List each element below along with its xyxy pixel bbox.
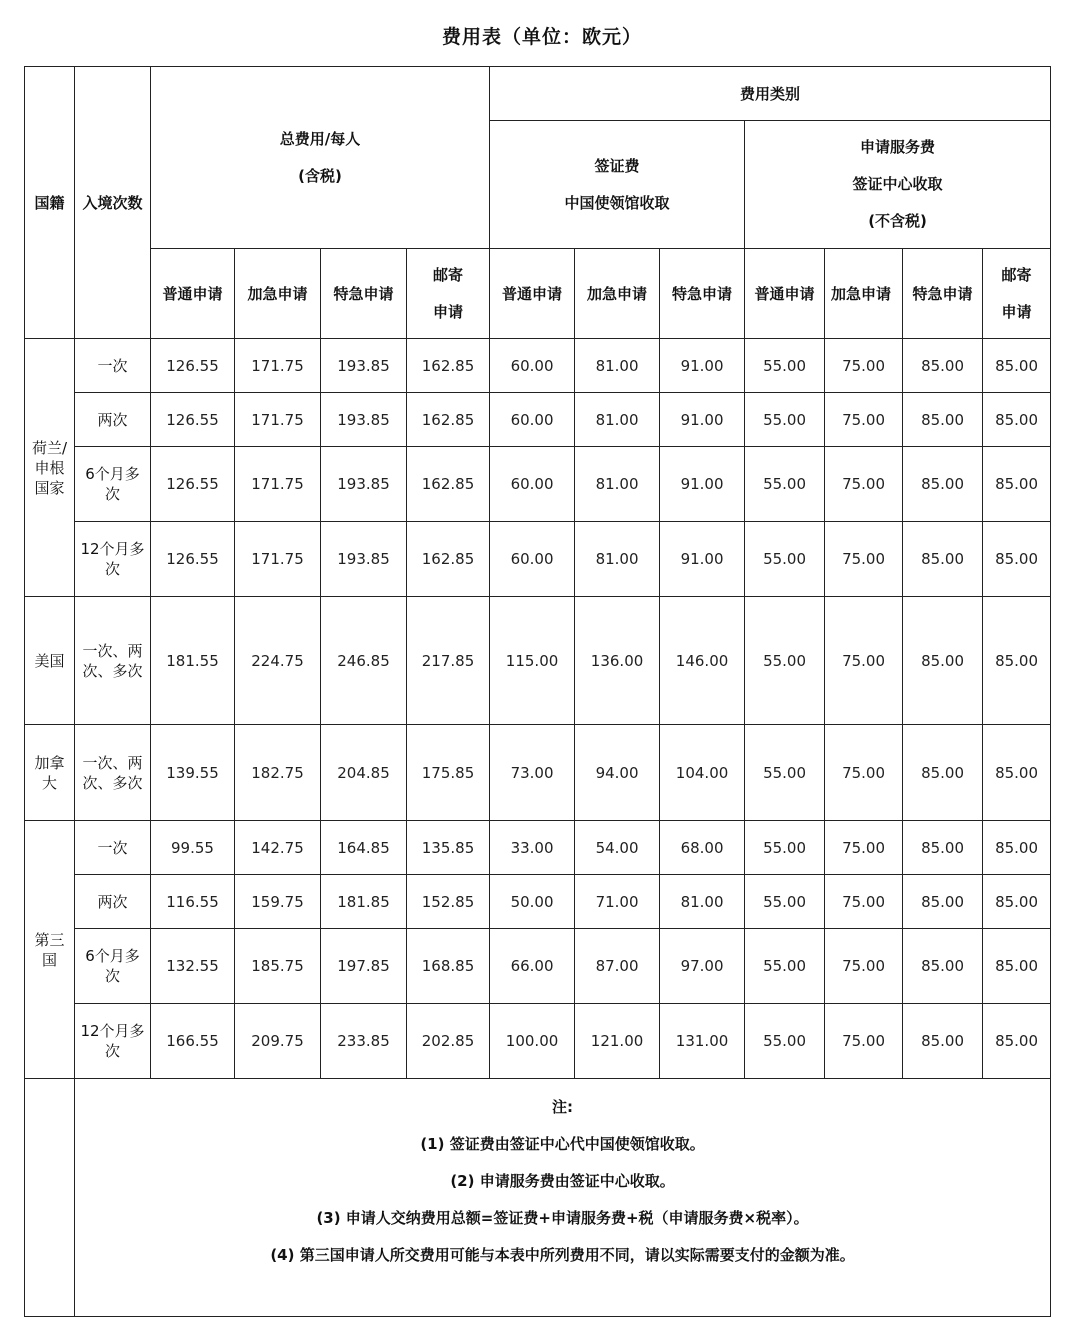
fee-value-cell: 75.00 bbox=[825, 725, 903, 821]
header-entries: 入境次数 bbox=[75, 67, 151, 339]
fee-value-cell: 171.75 bbox=[235, 393, 321, 447]
table-row bbox=[25, 597, 1051, 725]
table-row bbox=[25, 447, 1051, 522]
fee-value-cell: 204.85 bbox=[321, 725, 407, 821]
fee-value-cell: 152.85 bbox=[407, 875, 490, 929]
header-visa-fee-line2: 中国使领馆收取 bbox=[564, 193, 670, 212]
entries-cell: 两次 bbox=[75, 875, 151, 929]
header-total-fee bbox=[151, 67, 490, 249]
fee-value-cell: 68.00 bbox=[660, 821, 745, 875]
fee-value-cell: 85.00 bbox=[903, 339, 983, 393]
fee-value-cell: 116.55 bbox=[151, 875, 235, 929]
fee-value-cell: 81.00 bbox=[575, 447, 660, 522]
fee-value-cell: 85.00 bbox=[983, 929, 1051, 1004]
fee-value-cell: 71.00 bbox=[575, 875, 660, 929]
fee-value-cell: 55.00 bbox=[745, 522, 825, 597]
fee-value-cell: 81.00 bbox=[575, 522, 660, 597]
fee-value-cell: 171.75 bbox=[235, 339, 321, 393]
notes bbox=[75, 1079, 1051, 1317]
fee-value-cell: 136.00 bbox=[575, 597, 660, 725]
fee-value-cell: 181.85 bbox=[321, 875, 407, 929]
fee-value-cell: 81.00 bbox=[660, 875, 745, 929]
entries-cell: 一次、两次、多次 bbox=[75, 597, 151, 725]
header-service-regular: 普通申请 bbox=[745, 249, 825, 339]
fee-value-cell: 81.00 bbox=[575, 339, 660, 393]
header-service-postal bbox=[983, 249, 1051, 339]
fee-value-cell: 162.85 bbox=[407, 522, 490, 597]
fee-value-cell: 185.75 bbox=[235, 929, 321, 1004]
fee-value-cell: 73.00 bbox=[490, 725, 575, 821]
fee-value-cell: 85.00 bbox=[983, 522, 1051, 597]
fee-value-cell: 75.00 bbox=[825, 393, 903, 447]
fee-value-cell: 94.00 bbox=[575, 725, 660, 821]
fee-value-cell: 193.85 bbox=[321, 447, 407, 522]
table-row bbox=[25, 725, 1051, 821]
fee-value-cell: 85.00 bbox=[983, 821, 1051, 875]
fee-value-cell: 85.00 bbox=[903, 875, 983, 929]
fee-value-cell: 171.75 bbox=[235, 447, 321, 522]
header-service-postal-line1: 邮寄 bbox=[1001, 265, 1032, 284]
fee-value-cell: 55.00 bbox=[745, 821, 825, 875]
fee-value-cell: 100.00 bbox=[490, 1004, 575, 1079]
fee-value-cell: 33.00 bbox=[490, 821, 575, 875]
fee-value-cell: 131.00 bbox=[660, 1004, 745, 1079]
fee-value-cell: 181.55 bbox=[151, 597, 235, 725]
fee-value-cell: 81.00 bbox=[575, 393, 660, 447]
fee-value-cell: 91.00 bbox=[660, 522, 745, 597]
fee-value-cell: 126.55 bbox=[151, 522, 235, 597]
fee-value-cell: 209.75 bbox=[235, 1004, 321, 1079]
fee-value-cell: 202.85 bbox=[407, 1004, 490, 1079]
fee-value-cell: 85.00 bbox=[983, 597, 1051, 725]
fee-value-cell: 75.00 bbox=[825, 339, 903, 393]
header-service-fee-line1: 申请服务费 bbox=[860, 138, 936, 156]
fee-value-cell: 168.85 bbox=[407, 929, 490, 1004]
entries-cell: 12个月多次 bbox=[75, 522, 151, 597]
fee-value-cell: 85.00 bbox=[903, 725, 983, 821]
fee-value-cell: 55.00 bbox=[745, 597, 825, 725]
note-item: (4) 第三国申请人所交费用可能与本表中所列费用不同，请以实际需要支付的金额为准。 bbox=[270, 1246, 855, 1264]
fee-value-cell: 146.00 bbox=[660, 597, 745, 725]
fee-value-cell: 99.55 bbox=[151, 821, 235, 875]
header-total-express: 加急申请 bbox=[235, 249, 321, 339]
entries-cell: 6个月多次 bbox=[75, 447, 151, 522]
fee-value-cell: 162.85 bbox=[407, 339, 490, 393]
page-title: 费用表（单位：欧元） bbox=[441, 26, 642, 48]
table-row bbox=[25, 875, 1051, 929]
header-service-express: 加急申请 bbox=[825, 249, 903, 339]
fee-value-cell: 50.00 bbox=[490, 875, 575, 929]
fee-value-cell: 60.00 bbox=[490, 522, 575, 597]
table-row bbox=[25, 339, 1051, 393]
fee-value-cell: 60.00 bbox=[490, 447, 575, 522]
fee-value-cell: 91.00 bbox=[660, 393, 745, 447]
header-total-postal-line2: 申请 bbox=[433, 302, 464, 321]
fee-value-cell: 121.00 bbox=[575, 1004, 660, 1079]
fee-value-cell: 75.00 bbox=[825, 1004, 903, 1079]
fee-value-cell: 115.00 bbox=[490, 597, 575, 725]
fee-value-cell: 126.55 bbox=[151, 339, 235, 393]
fee-value-cell: 159.75 bbox=[235, 875, 321, 929]
fee-value-cell: 85.00 bbox=[903, 597, 983, 725]
fee-value-cell: 193.85 bbox=[321, 393, 407, 447]
fee-value-cell: 104.00 bbox=[660, 725, 745, 821]
header-total-fee-line2: (含税) bbox=[298, 166, 342, 185]
fee-value-cell: 197.85 bbox=[321, 929, 407, 1004]
fee-value-cell: 75.00 bbox=[825, 875, 903, 929]
fee-value-cell: 217.85 bbox=[407, 597, 490, 725]
fee-table bbox=[24, 66, 1051, 1317]
fee-value-cell: 139.55 bbox=[151, 725, 235, 821]
entries-cell: 6个月多次 bbox=[75, 929, 151, 1004]
fee-value-cell: 55.00 bbox=[745, 339, 825, 393]
entries-cell: 两次 bbox=[75, 393, 151, 447]
fee-value-cell: 85.00 bbox=[903, 929, 983, 1004]
header-service-postal-line2: 申请 bbox=[1001, 302, 1032, 321]
header-total-postal bbox=[407, 249, 490, 339]
country-cell: 第三国 bbox=[25, 821, 75, 1079]
table-row bbox=[25, 929, 1051, 1004]
header-total-regular: 普通申请 bbox=[151, 249, 235, 339]
fee-value-cell: 135.85 bbox=[407, 821, 490, 875]
table-row bbox=[25, 821, 1051, 875]
fee-value-cell: 85.00 bbox=[903, 447, 983, 522]
fee-value-cell: 55.00 bbox=[745, 393, 825, 447]
fee-value-cell: 233.85 bbox=[321, 1004, 407, 1079]
fee-value-cell: 66.00 bbox=[490, 929, 575, 1004]
fee-value-cell: 85.00 bbox=[983, 875, 1051, 929]
entries-cell: 一次 bbox=[75, 821, 151, 875]
header-visa-express: 加急申请 bbox=[575, 249, 660, 339]
fee-value-cell: 91.00 bbox=[660, 447, 745, 522]
header-service-fee bbox=[745, 121, 1051, 249]
entries-cell: 一次 bbox=[75, 339, 151, 393]
fee-value-cell: 75.00 bbox=[825, 522, 903, 597]
fee-value-cell: 85.00 bbox=[983, 393, 1051, 447]
fee-value-cell: 142.75 bbox=[235, 821, 321, 875]
fee-value-cell: 162.85 bbox=[407, 447, 490, 522]
header-service-fee-line3: (不含税) bbox=[868, 212, 927, 230]
notes-spacer bbox=[25, 1079, 75, 1317]
table-row bbox=[25, 393, 1051, 447]
fee-value-cell: 85.00 bbox=[903, 1004, 983, 1079]
fee-value-cell: 126.55 bbox=[151, 447, 235, 522]
fee-value-cell: 55.00 bbox=[745, 929, 825, 1004]
fee-value-cell: 87.00 bbox=[575, 929, 660, 1004]
header-visa-fee-line1: 签证费 bbox=[594, 156, 640, 175]
entries-cell: 12个月多次 bbox=[75, 1004, 151, 1079]
note-item: (2) 申请服务费由签证中心收取。 bbox=[450, 1172, 675, 1190]
fee-value-cell: 182.75 bbox=[235, 725, 321, 821]
fee-value-cell: 175.85 bbox=[407, 725, 490, 821]
fee-value-cell: 224.75 bbox=[235, 597, 321, 725]
fee-value-cell: 75.00 bbox=[825, 597, 903, 725]
header-visa-fee bbox=[490, 121, 745, 249]
country-cell: 加拿大 bbox=[25, 725, 75, 821]
header-service-fee-line2: 签证中心收取 bbox=[852, 175, 943, 193]
fee-value-cell: 85.00 bbox=[983, 339, 1051, 393]
fee-value-cell: 75.00 bbox=[825, 929, 903, 1004]
fee-value-cell: 85.00 bbox=[983, 447, 1051, 522]
fee-value-cell: 85.00 bbox=[903, 821, 983, 875]
fee-value-cell: 162.85 bbox=[407, 393, 490, 447]
fee-value-cell: 55.00 bbox=[745, 447, 825, 522]
country-cell: 荷兰/申根国家 bbox=[25, 339, 75, 597]
header-total-urgent: 特急申请 bbox=[321, 249, 407, 339]
fee-value-cell: 164.85 bbox=[321, 821, 407, 875]
fee-value-cell: 75.00 bbox=[825, 821, 903, 875]
fee-value-cell: 193.85 bbox=[321, 339, 407, 393]
fee-value-cell: 85.00 bbox=[983, 725, 1051, 821]
fee-value-cell: 171.75 bbox=[235, 522, 321, 597]
table-row bbox=[25, 1004, 1051, 1079]
fee-value-cell: 55.00 bbox=[745, 875, 825, 929]
note-item: (3) 申请人交纳费用总额=签证费+申请服务费+税（申请服务费×税率）。 bbox=[316, 1209, 809, 1227]
fee-value-cell: 60.00 bbox=[490, 339, 575, 393]
country-cell: 美国 bbox=[25, 597, 75, 725]
fee-value-cell: 85.00 bbox=[983, 1004, 1051, 1079]
fee-value-cell: 132.55 bbox=[151, 929, 235, 1004]
header-total-postal-line1: 邮寄 bbox=[433, 265, 464, 284]
header-visa-urgent: 特急申请 bbox=[660, 249, 745, 339]
fee-value-cell: 60.00 bbox=[490, 393, 575, 447]
fee-value-cell: 126.55 bbox=[151, 393, 235, 447]
header-visa-regular: 普通申请 bbox=[490, 249, 575, 339]
table-row bbox=[25, 522, 1051, 597]
entries-cell: 一次、两次、多次 bbox=[75, 725, 151, 821]
fee-value-cell: 75.00 bbox=[825, 447, 903, 522]
fee-value-cell: 91.00 bbox=[660, 339, 745, 393]
fee-value-cell: 193.85 bbox=[321, 522, 407, 597]
fee-value-cell: 54.00 bbox=[575, 821, 660, 875]
fee-value-cell: 55.00 bbox=[745, 725, 825, 821]
fee-value-cell: 85.00 bbox=[903, 522, 983, 597]
fee-value-cell: 85.00 bbox=[903, 393, 983, 447]
header-nationality: 国籍 bbox=[25, 67, 75, 339]
fee-value-cell: 166.55 bbox=[151, 1004, 235, 1079]
header-total-fee-line1: 总费用/每人 bbox=[279, 129, 361, 148]
notes-heading: 注: bbox=[552, 1098, 574, 1116]
fee-value-cell: 97.00 bbox=[660, 929, 745, 1004]
fee-value-cell: 55.00 bbox=[745, 1004, 825, 1079]
header-fee-category: 费用类别 bbox=[490, 67, 1051, 121]
header-service-urgent: 特急申请 bbox=[903, 249, 983, 339]
fee-value-cell: 246.85 bbox=[321, 597, 407, 725]
note-item: (1) 签证费由签证中心代中国使领馆收取。 bbox=[420, 1135, 705, 1153]
